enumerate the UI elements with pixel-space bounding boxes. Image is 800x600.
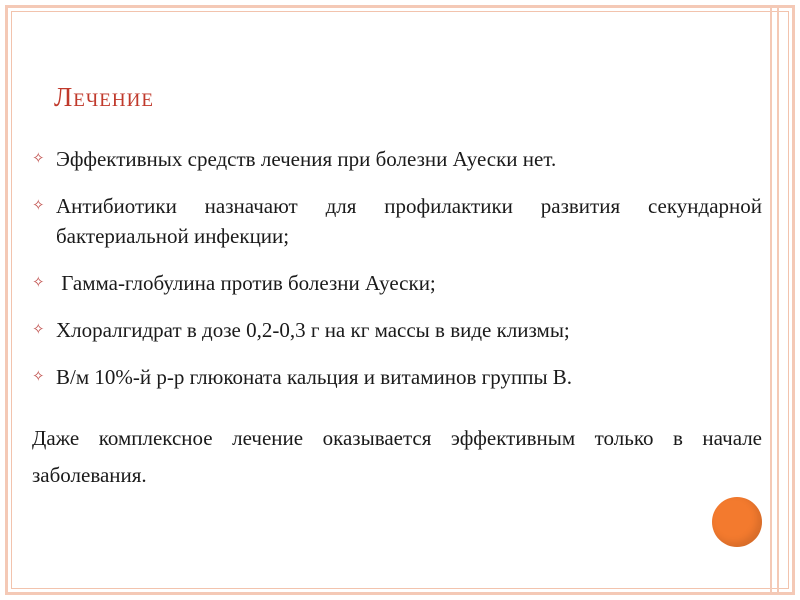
bullet-text: Антибиотики назначают для профилактики развития секундарной бактериальной инфекции; xyxy=(56,194,762,248)
bullet-text: Эффективных средств лечения при болезни Ауески нет. xyxy=(56,147,557,171)
bullet-marker-icon: ✧ xyxy=(32,151,45,167)
bullet-item xyxy=(32,144,762,174)
bullet-item xyxy=(32,315,762,345)
summary-paragraph: Даже комплексное лечение оказывается эффективным только в начале заболевания. xyxy=(32,426,762,487)
bullet-marker-icon: ✧ xyxy=(32,198,45,214)
slide-title: Лечение xyxy=(54,82,154,112)
bullet-text: Хлоралгидрат в дозе 0,2-0,3 г на кг массы в виде клизмы; xyxy=(56,318,570,342)
bullet-marker-icon: ✧ xyxy=(32,275,45,291)
bullet-marker-icon: ✧ xyxy=(32,369,45,385)
bullet-marker-icon: ✧ xyxy=(32,322,45,338)
decorative-circle xyxy=(712,497,762,547)
bullet-item xyxy=(32,362,762,392)
bullet-text: Гамма-глобулина против болезни Ауески; xyxy=(56,271,436,295)
slide-content xyxy=(32,144,762,494)
bullet-text: В/м 10%-й р-р глюконата кальция и витаминов группы В. xyxy=(56,365,573,389)
right-stripe-right xyxy=(777,5,779,595)
right-stripe-left xyxy=(770,5,772,595)
bullet-item xyxy=(32,191,762,251)
bullet-item xyxy=(32,268,762,298)
